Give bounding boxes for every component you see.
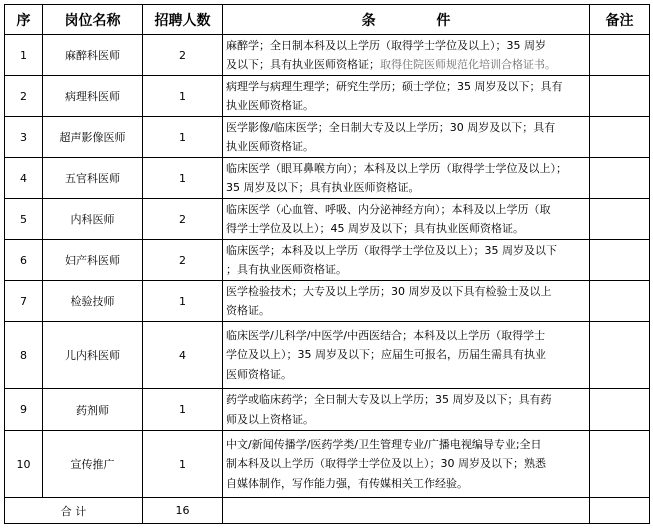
row-seq: 7 <box>5 281 43 322</box>
row-position: 宣传推广 <box>43 431 143 498</box>
header-conditions <box>223 5 590 35</box>
recruitment-table-container <box>4 4 650 524</box>
row-position: 超声影像医师 <box>43 117 143 158</box>
table-row <box>5 76 650 117</box>
condition-line: 学位及以上）；35 周岁及以下；应届生可报名，历届生需具有执业 <box>226 348 546 362</box>
row-position: 内科医师 <box>43 199 143 240</box>
condition-line: 医学影像/临床医学；全日制大专及以上学历；30 周岁及以下；具有 <box>226 120 556 134</box>
total-remarks-empty <box>590 498 650 524</box>
condition-line: ；具有执业医师资格证。 <box>226 263 347 276</box>
row-position: 麻醉科医师 <box>43 35 143 76</box>
row-seq: 10 <box>5 431 43 498</box>
table-row <box>5 240 650 281</box>
row-count: 1 <box>143 389 223 431</box>
row-count: 1 <box>143 76 223 117</box>
row-conditions <box>223 199 590 240</box>
table-row <box>5 199 650 240</box>
condition-line: 中文/新闻传播学/医药学类/卫生管理专业/广播电视编导专业;全日 <box>226 437 542 451</box>
row-conditions <box>223 322 590 389</box>
condition-line: 自媒体制作，写作能力强，有传媒相关工作经验。 <box>226 476 468 490</box>
condition-line: 病理学与病理生理学；研究生学历；硕士学位；35 周岁及以下；具有 <box>226 79 563 93</box>
total-row <box>5 498 650 524</box>
table-row <box>5 389 650 431</box>
condition-line: 师及以上资格证。 <box>226 412 314 426</box>
row-seq: 2 <box>5 76 43 117</box>
recruitment-table <box>4 4 650 524</box>
header-position: 岗位名称 <box>43 5 143 35</box>
row-position: 病理科医师 <box>43 76 143 117</box>
condition-line: 执业医师资格证。 <box>226 140 314 153</box>
row-seq: 1 <box>5 35 43 76</box>
condition-line <box>226 55 586 74</box>
row-seq: 3 <box>5 117 43 158</box>
row-count: 2 <box>143 240 223 281</box>
row-seq: 8 <box>5 322 43 389</box>
table-row <box>5 431 650 498</box>
row-seq: 6 <box>5 240 43 281</box>
condition-line: 药学或临床药学；全日制大专及以上学历；35 周岁及以下；具有药 <box>226 393 552 407</box>
condition-line: 执业医师资格证。 <box>226 99 314 112</box>
row-conditions <box>223 35 590 76</box>
row-seq: 4 <box>5 158 43 199</box>
row-position: 五官科医师 <box>43 158 143 199</box>
row-count: 1 <box>143 431 223 498</box>
header-remarks: 备注 <box>590 5 650 35</box>
row-remarks <box>590 35 650 76</box>
row-remarks <box>590 389 650 431</box>
table-row <box>5 35 650 76</box>
row-count: 2 <box>143 35 223 76</box>
row-remarks <box>590 322 650 389</box>
row-remarks <box>590 240 650 281</box>
table-row <box>5 322 650 389</box>
row-position: 妇产科医师 <box>43 240 143 281</box>
row-remarks <box>590 76 650 117</box>
row-seq: 9 <box>5 389 43 431</box>
condition-line: 制本科及以上学历（取得学士学位及以上）；30 周岁及以下；熟悉 <box>226 457 546 471</box>
condition-line-part: 及以下；具有执业医师资格证； <box>226 58 380 71</box>
condition-line: 医学检验技术；大专及以上学历；30 周岁及以下具有检验士及以上 <box>226 284 552 298</box>
row-conditions <box>223 389 590 431</box>
header-row <box>5 5 650 35</box>
total-count: 16 <box>143 498 223 524</box>
condition-line: 35 周岁及以下；具有执业医师资格证。 <box>226 181 420 194</box>
header-seq: 序 <box>5 5 43 35</box>
condition-line: 临床医学；本科及以上学历（取得学士学位及以上）；35 周岁及以下 <box>226 243 557 257</box>
row-remarks <box>590 158 650 199</box>
row-count: 2 <box>143 199 223 240</box>
condition-line-gray-part: 取得住院医师规范化培训合格证书。 <box>380 58 556 71</box>
row-remarks <box>590 431 650 498</box>
table-row <box>5 158 650 199</box>
total-label: 合 计 <box>5 498 143 524</box>
total-conditions-empty <box>223 498 590 524</box>
row-conditions <box>223 240 590 281</box>
condition-line: 医师资格证。 <box>226 367 292 381</box>
condition-line: 得学士学位及以上）；45 周岁及以下；具有执业医师资格证。 <box>226 222 524 235</box>
row-conditions <box>223 117 590 158</box>
condition-line: 资格证。 <box>226 304 270 317</box>
row-conditions <box>223 158 590 199</box>
condition-line: 临床医学（眼耳鼻喉方向）；本科及以上学历（取得学士学位及以上）； <box>226 161 567 175</box>
header-conditions-label: 条 件 <box>361 12 479 29</box>
row-count: 4 <box>143 322 223 389</box>
row-position: 检验技师 <box>43 281 143 322</box>
row-conditions <box>223 76 590 117</box>
condition-line: 临床医学/儿科学/中医学/中西医结合；本科及以上学历（取得学士 <box>226 328 546 342</box>
row-seq: 5 <box>5 199 43 240</box>
row-remarks <box>590 281 650 322</box>
row-position: 药剂师 <box>43 389 143 431</box>
row-count: 1 <box>143 158 223 199</box>
table-row <box>5 281 650 322</box>
row-remarks <box>590 199 650 240</box>
row-conditions <box>223 431 590 498</box>
condition-line: 临床医学（心血管、呼吸、内分泌神经方向）；本科及以上学历（取 <box>226 202 551 216</box>
row-conditions <box>223 281 590 322</box>
row-count: 1 <box>143 117 223 158</box>
row-count: 1 <box>143 281 223 322</box>
row-remarks <box>590 117 650 158</box>
condition-line: 麻醉学；全日制本科及以上学历（取得学士学位及以上）；35 周岁 <box>226 38 546 52</box>
header-count: 招聘人数 <box>143 5 223 35</box>
table-row <box>5 117 650 158</box>
row-position: 儿内科医师 <box>43 322 143 389</box>
